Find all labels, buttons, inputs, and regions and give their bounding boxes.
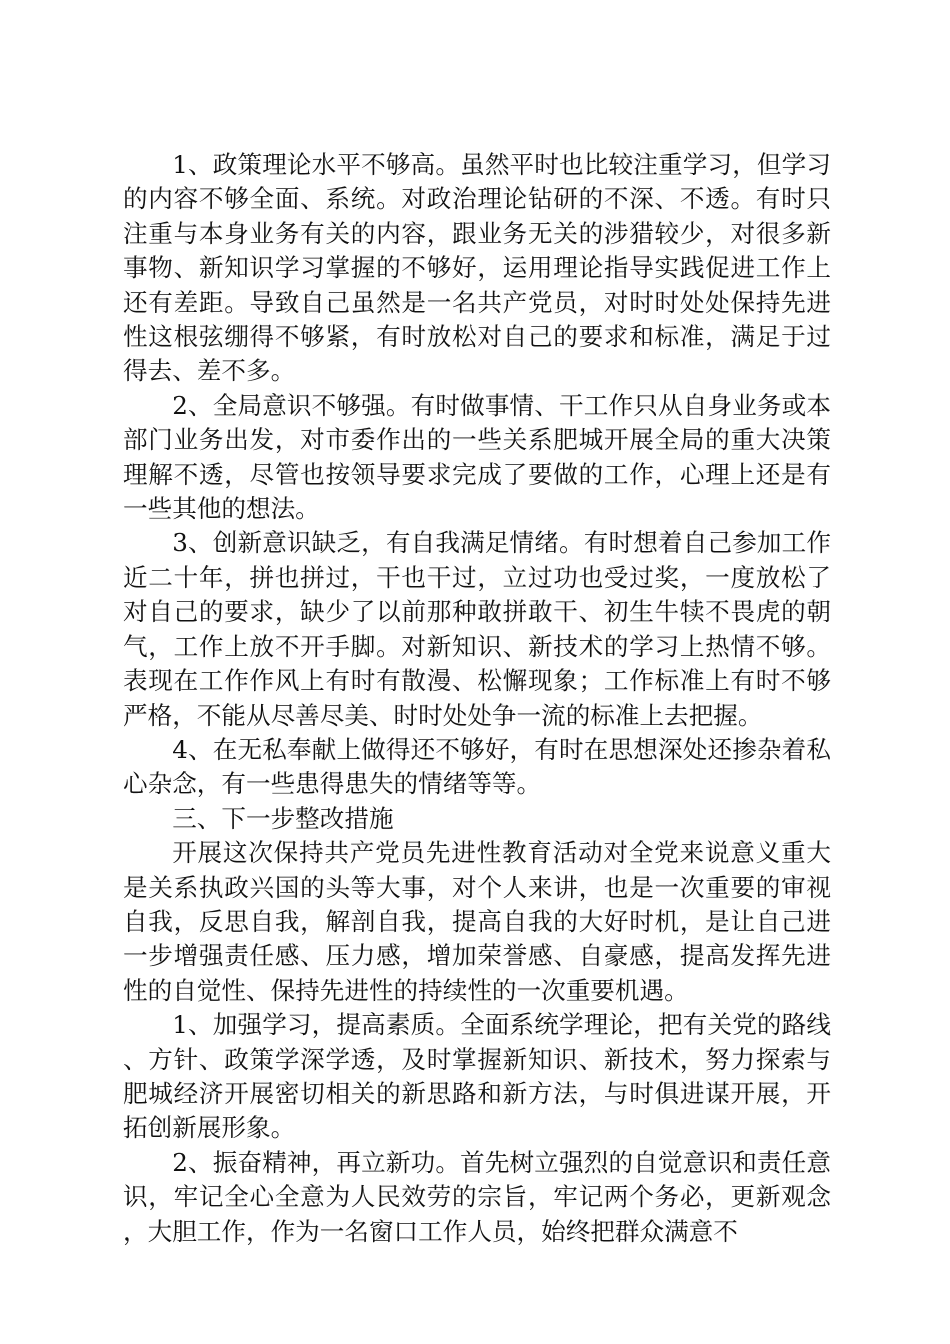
paragraph-overall-awareness: 2、全局意识不够强。有时做事情、干工作只从自身业务或本部门业务出发，对市委作出的一些关系肥城开展全局的重大决策理解不透，尽管也按领导要求完成了要做的工作，心理上还是有一些其他的想法。 [123, 390, 831, 524]
section-heading: 三、下一步整改措施 [172, 803, 394, 833]
paragraph-innovation-awareness: 3、创新意识缺乏，有自我满足情绪。有时想着自己参加工作近二十年，拼也拼过，干也干过，立过功也受过奖，一度放松了对自己的要求，缺少了以前那种敢拼敢干、初生牛犊不畏虎的朝气，工作上放不开手脚。对新知识、新技术的学习上热情不够。表现在工作作风上有时有散漫、松懈现象；工作标准上有时不够严格，不能从尽善尽美、时时处处争一流的标准上去把握。 [123, 528, 831, 730]
paragraph-education-activity: 开展这次保持共产党员先进性教育活动对全党来说意义重大是关系执政兴国的头等大事，对个人来讲，也是一次重要的审视自我，反思自我，解剖自我，提高自我的大好时机，是让自己进一步增强责任感、压力感，增加荣誉感、自豪感，提高发挥先进性的自觉性、保持先进性的持续性的一次重要机遇。 [123, 838, 831, 1005]
document-page [123, 148, 831, 1249]
paragraph-invigorate-spirit: 2、振奋精神，再立新功。首先树立强烈的自觉意识和责任意识，牢记全心全意为人民效劳的宗旨，牢记两个务必，更新观念，大胆工作，作为一名窗口工作人员，始终把群众满意不 [123, 1147, 831, 1246]
paragraph-selfless-dedication: 4、在无私奉献上做得还不够好，有时在思想深处还掺杂着私心杂念，有一些患得患失的情绪等等。 [123, 734, 831, 799]
paragraph-policy-theory: 1、政策理论水平不够高。虽然平时也比较注重学习，但学习的内容不够全面、系统。对政治理论钻研的不深、不透。有时只注重与本身业务有关的内容，跟业务无关的涉猎较少，对很多新事物、新知识学习掌握的不够好，运用理论指导实践促进工作上还有差距。导致自己虽然是一名共产党员，对时时处处保持先进性这根弦绷得不够紧，有时放松对自己的要求和标准，满足于过得去、差不多。 [123, 150, 831, 386]
paragraph-strengthen-study: 1、加强学习，提高素质。全面系统学理论，把有关党的路线、方针、政策学深学透，及时掌握新知识、新技术，努力探索与肥城经济开展密切相关的新思路和新方法，与时俱进谋开展，开拓创新展形象。 [123, 1010, 831, 1143]
